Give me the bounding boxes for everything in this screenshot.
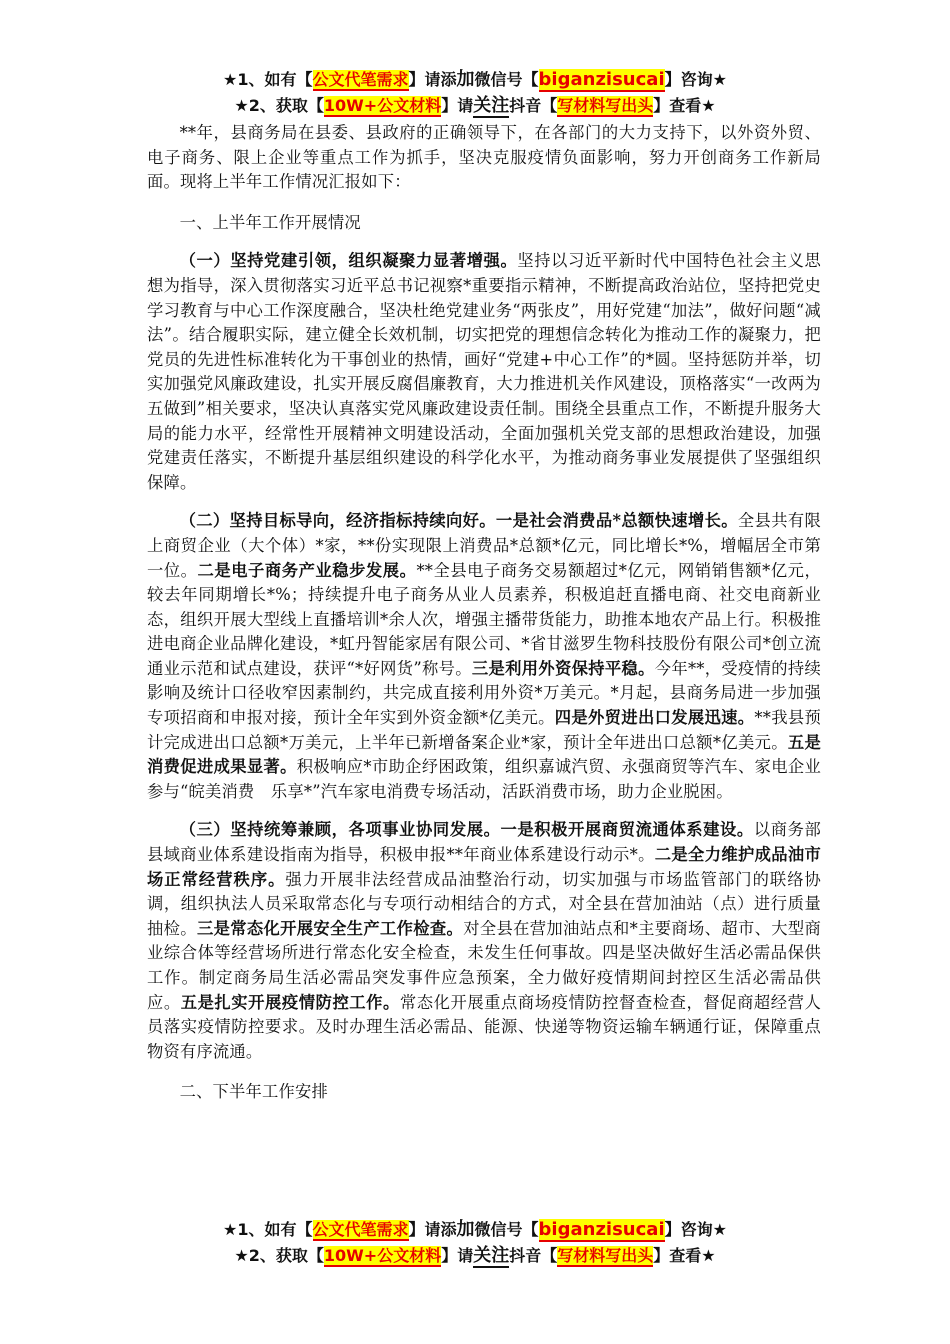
wechat-id-highlight: biganzisucai (538, 69, 665, 90)
promo-banner-bottom-line-2: ★2、获取【10W+公文材料】请关注抖音【写材料写出头】查看★ (234, 1245, 716, 1266)
section-heading-1: 一、上半年工作开展情况 (179, 212, 361, 232)
paragraph-coordinated-development: （三）坚持统筹兼顾，各项事业协同发展。一是积极开展商贸流通体系建设。以商务部县域商业体系建设指南为指导，积极申报**年商业体系建设行动示*。二是全力维护成品油市场正常经营秩序。强力开展非法经营成品油整治行动，切实加强与市场监管部门的联络协调，组织执法人员采取常态化与专项行动相结合的方式，对全县在营加油站（点）进行质量抽检。三是常态化开展安全生产工作检查。对全县在营加油站点和*主要商场、超市、大型商业综合体等经营场所进行常态化安全检查，未发生任何事故。四是坚决做好生活必需品保供工作。制定商务局生活必需品突发事件应急预案，全力做好疫情期间封控区生活必需品供应。五是扎实开展疫情防控工作。常态化开展重点商场疫情防控督查检查，督促商超经营人员落实疫情防控要求。及时办理生活必需品、能源、快递等物资运输车辆通行证，保障重点物资有序流通。 (147, 820, 822, 1061)
intro-paragraph: **年，县商务局在县委、县政府的正确领导下，在各部门的大力支持下，以外资外贸、电子商务、限上企业等重点工作为抓手，坚决克服疫情负面影响，努力开创商务工作新局面。现将上半年工作情况汇报如下： (147, 123, 821, 192)
paragraph-economic-indicators: （二）坚持目标导向，经济指标持续向好。一是社会消费品*总额快速增长。全县共有限上商贸企业（大个体）*家，**份实现限上消费品*总额*亿元，同比增长*%，增幅居全市第一位。二是电子商务产业稳步发展。**全县电子商务交易额超过*亿元，网销销售额*亿元，较去年同期增长*%；持续提升电子商务从业人员素养，积极追赶直播电商、社交电商新业态，组织开展大型线上直播培训*余人次，增强主播带货能力，助推本地农产品上行。积极推进电商企业品牌化建设，*虹丹智能家居有限公司、*省甘滋罗生物科技股份有限公司*创立流通业示范和试点建设，获评“*好网货”称号。三是利用外资保持平稳。今年**，受疫情的持续影响及统计口径收窄因素制约，共完成直接利用外资*万美元。*月起，县商务局进一步加强专项招商和申报对接，预计全年实到外资金额*亿美元。四是外贸进出口发展迅速。**我县预计完成进出口总额*万美元，上半年已新增备案企业*家，预计全年进出口总额*亿美元。五是消费促进成果显著。积极响应*市助企纾困政策，组织嘉诚汽贸、永强商贸等汽车、家电企业参与“皖美消费 乐享*”汽车家电消费专场活动，活跃消费市场，助力企业脱困。 (147, 511, 822, 801)
promo-banner-bottom-line-1: ★1、如有【公文代笔需求】请添加微信号【biganzisucai】咨询★ (223, 1219, 727, 1240)
promo-highlight: 公文代笔需求 (312, 1220, 409, 1239)
douyin-id-highlight: 写材料写出头 (557, 96, 654, 115)
promo-banner-line-2: ★2、获取【10W+公文材料】请关注抖音【写材料写出头】查看★ (234, 95, 716, 116)
promo-highlight: 10W+公文材料 (323, 96, 442, 115)
douyin-id-highlight: 写材料写出头 (557, 1246, 654, 1265)
promo-banner-line-1: ★1、如有【公文代笔需求】请添加微信号【biganzisucai】咨询★ (223, 69, 727, 90)
promo-highlight: 公文代笔需求 (312, 70, 409, 89)
document-body (147, 121, 821, 1105)
section-heading-2: 二、下半年工作安排 (179, 1082, 328, 1102)
paragraph-party-building: （一）坚持党建引领，组织凝聚力显著增强。坚持以习近平新时代中国特色社会主义思想为指导，深入贯彻落实习近平总书记视察*重要指示精神，不断提高政治站位，坚持把党史学习教育与中心工作深度融合，坚决杜绝党建业务“两张皮”，用好党建“加法”，做好问题“减法”。结合履职实际，建立健全长效机制，切实把党的理想信念转化为推动工作的凝聚力，把党员的先进性标准转化为干事创业的热情，画好“党建+中心工作”的*圆。坚持惩防并举，切实加强党风廉政建设，扎实开展反腐倡廉教育，大力推进机关作风建设，顶格落实“一改两为五做到”相关要求，坚决认真落实党风廉政建设责任制。围绕全县重点工作，不断提升服务大局的能力水平，经常性开展精神文明建设活动，全面加强机关党支部的思想政治建设，加强党建责任落实，不断提升基层组织建设的科学化水平，为推动商务事业发展提供了坚强组织保障。 (147, 251, 821, 492)
wechat-id-highlight: biganzisucai (538, 1219, 665, 1240)
promo-highlight: 10W+公文材料 (323, 1246, 442, 1265)
